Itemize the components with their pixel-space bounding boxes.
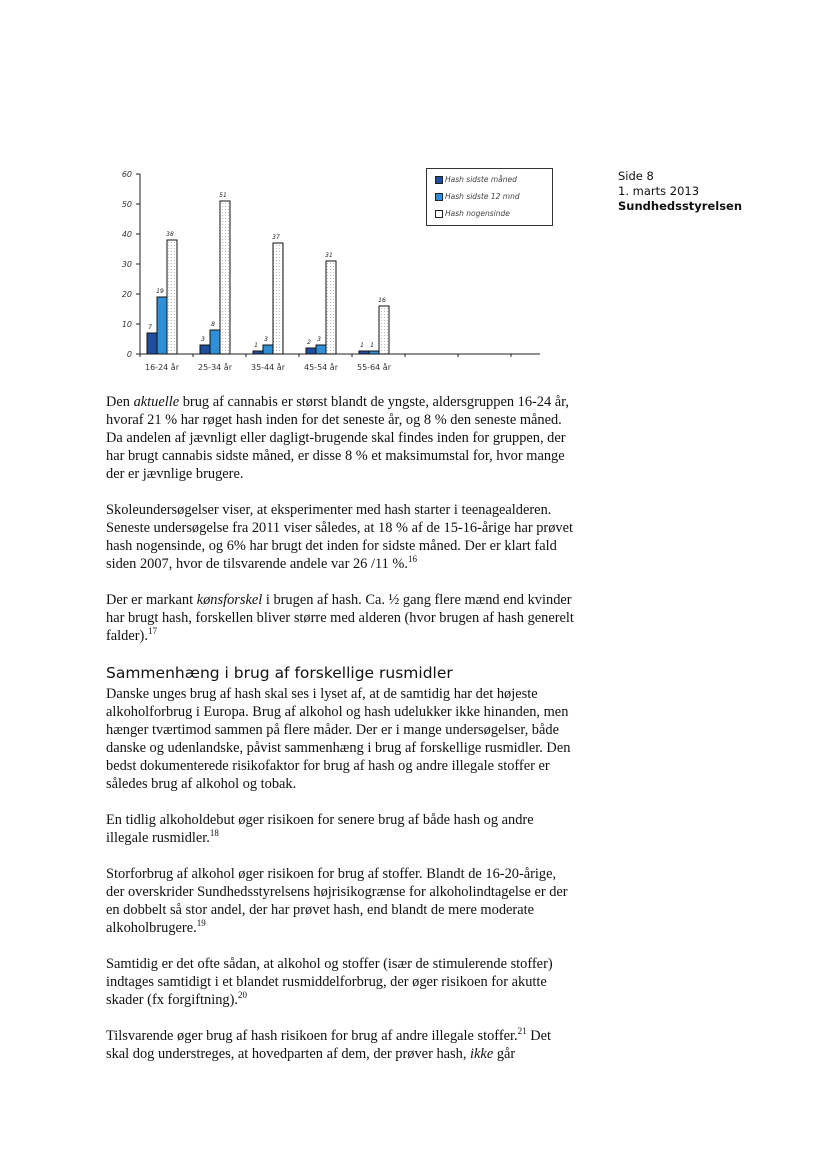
data-label: 7 [148,324,152,331]
bar-year [316,345,326,354]
hash-usage-chart [110,160,550,375]
bar-month [306,348,316,354]
legend-swatch-year [435,193,443,201]
data-label: 1 [254,342,258,349]
legend-label-ever: Hash nogensinde [445,209,510,218]
paragraph-current-use: Den aktuelle brug af cannabis er størst blandt de yngste, aldersgruppen 16-24 år, hvoraf 21 % har røget hash inden for det seneste år, og 8 % den seneste måned. Da andelen af jævnligt eller dagligt-brugende skal findes inden for gruppen, der har brugt cannabis sidste måned, er disse 8 % et maksimumstal for, hvor mange der er jævnlige brugere. [106,394,569,482]
y-tick-label: 60 [121,170,132,179]
bar-month [359,351,369,354]
data-label: 3 [317,336,321,343]
y-tick-label: 10 [121,320,132,329]
emphasis-konsforskel: kønsforskel [196,592,263,608]
footnote-ref-19: 19 [196,918,206,929]
legend-item-year [435,188,547,205]
bar-ever [167,240,177,354]
data-label: 1 [360,342,364,349]
data-label: 19 [156,288,164,295]
x-category-label: 25-34 år [198,363,232,372]
bar-month [253,351,263,354]
data-label: 1 [370,342,374,349]
bar-year [157,297,167,354]
data-label: 51 [219,192,227,199]
x-category-label: 55-64 år [357,363,391,372]
bar-year [210,330,220,354]
y-tick-label: 20 [121,290,132,299]
y-tick-label: 0 [126,350,132,359]
legend-label-year: Hash sidste 12 mnd [445,192,520,201]
section-heading: Sammenhæng i brug af forskellige rusmidler [106,664,453,682]
footnote-ref-16: 16 [408,554,417,565]
organization-name: Sundhedsstyrelsen [618,199,743,213]
x-category-label: 35-44 år [251,363,285,372]
paragraph-gateway: Tilsvarende øger brug af hash risikoen for brug af andre illegale stoffer.$^{21}$ Det skal dog understreges, at hovedparten af dem, der prøver hash, ikke går [106,1026,551,1062]
paragraph-alcohol-context: Danske unges brug af hash skal ses i lyset af, at de samtidig har det højeste alkoholforbrug i Europa. Brug af alkohol og hash udelukker ikke hinanden, men hænger tværtimod sammen på flere måder. Der er i mange undersøgelser, både danske og udenlandske, påvist sammenhæng i brug af forskellige rusmidler. Den bedst dokumenterede risikofaktor for brug af hash og andre illegale stoffer er således brug af alkohol og tobak. [106,686,571,792]
data-label: 8 [211,321,215,328]
bar-month [147,333,157,354]
bar-month [200,345,210,354]
legend-item-ever [435,205,547,222]
y-tick-label: 50 [121,200,132,209]
data-label: 31 [325,252,333,259]
body-text [106,393,574,1081]
paragraph-early-debut: En tidlig alkoholdebut øger risikoen for senere brug af både hash og andre illegale rusmidler.$^{18}$ [106,812,534,846]
bar-ever [220,201,230,354]
y-tick-label: 40 [121,230,132,239]
bar-ever [379,306,389,354]
data-label: 38 [166,231,174,238]
emphasis-aktuelle: aktuelle [133,394,180,410]
legend-swatch-ever [435,210,443,218]
x-category-label: 45-54 år [304,363,338,372]
emphasis-ikke: ikke [470,1046,494,1062]
legend-label-month: Hash sidste måned [445,175,517,184]
x-category-label: 16-24 år [145,363,179,372]
paragraph-heavy-drinking: Storforbrug af alkohol øger risikoen for brug af stoffer. Blandt de 16-20-årige, der overskrider Sundhedsstyrelsens højrisikogrænse for alkoholindtagelse er der en dobbelt så stor andel, der har prøvet hash, end blandt de mere moderate alkoholbrugere.$^{19}$ [106,866,568,936]
legend-item-month [435,171,547,188]
page-info [618,169,742,214]
data-label: 16 [378,297,386,304]
y-tick-label: 30 [121,260,132,269]
data-label: 37 [272,234,280,241]
data-label: 2 [307,339,311,346]
paragraph-mixed-use: Samtidig er det ofte sådan, at alkohol og stoffer (især de stimulerende stoffer) indtages samtidigt i et blandet rusmiddelforbrug, der øger risikoen for akutte skader (fx forgiftning).$^{20}$ [106,956,553,1008]
chart-legend [426,168,553,226]
footnote-ref-20: 20 [238,990,248,1001]
footnote-ref-17: 17 [147,626,157,637]
data-label: 3 [264,336,268,343]
paragraph-school-surveys: Skoleundersøgelser viser, at eksperimenter med hash starter i teenagealderen. Seneste undersøgelse fra 2011 viser således, at 18 % af de 15-16-årige har prøvet hash nogensinde, og 6% har brugt det inden for sidste måned. Der er klart fald siden 2007, hvor de tilsvarende andele var 26 /11 %.$^{16}$ [106,502,573,572]
bar-year [369,351,379,354]
bar-ever [273,243,283,354]
publication-date: 1. marts 2013 [618,184,700,198]
footnote-ref-18: 18 [209,828,219,839]
data-label: 3 [201,336,205,343]
legend-swatch-month [435,176,443,184]
bar-ever [326,261,336,354]
page-number: Side 8 [618,169,654,183]
footnote-ref-21: 21 [517,1026,527,1037]
bar-year [263,345,273,354]
paragraph-gender-difference: Der er markant kønsforskel i brugen af hash. Ca. ½ gang flere mænd end kvinder har brugt hash, forskellen bliver større med alderen (hvor brugen af hash generelt falder).$^{17}$ [106,592,574,644]
